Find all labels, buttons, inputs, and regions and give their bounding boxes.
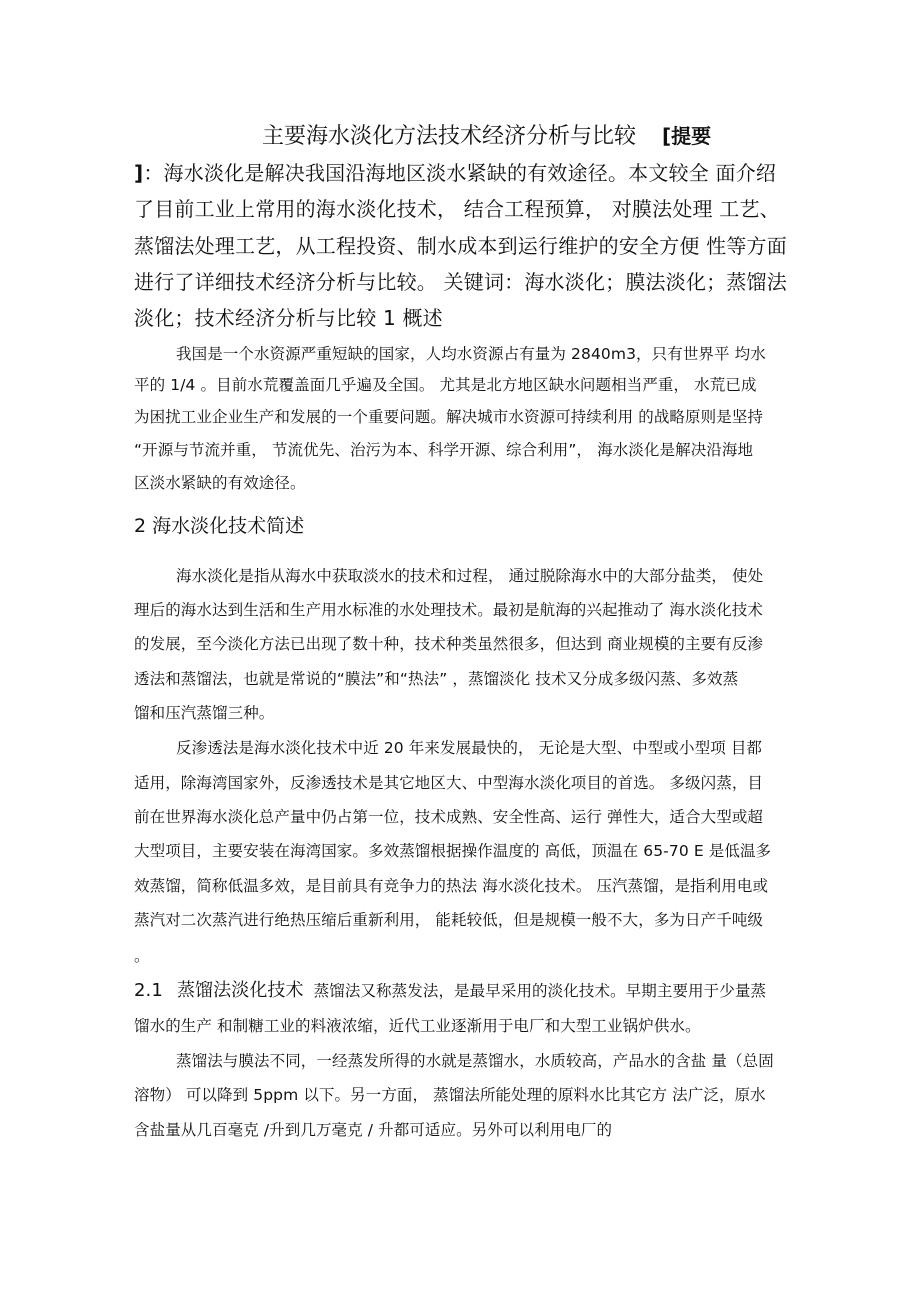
abstract-line: 蒸馏法处理工艺，从工程投资、制水成本到运行维护的安全方便 性等方面 — [134, 234, 787, 258]
paragraph-line: 海水淡化是指从海水中获取淡水的技术和过程， 通过脱除海水中的大部分盐类， 使处 — [176, 567, 764, 585]
paragraph-line: 蒸馏法与膜法不同，一经蒸发所得的水就是蒸馏水，水质较高，产品水的含盐 量（总固 — [176, 1052, 774, 1070]
intro-line: 平的 1/4 。目前水荒覆盖面几乎遍及全国。 尤其是北方地区缺水问题相当严重， 水荒已成 — [134, 376, 757, 394]
subsection-number: 2.1 — [134, 980, 163, 1001]
title-line — [262, 121, 822, 152]
intro-line: “开源与节流并重， 节流优先、治污为本、科学开源、综合利用”， 海水淡化是解决沿海地 — [134, 441, 754, 459]
page-title: 主要海水淡化方法技术经济分析与比较 — [262, 124, 637, 149]
subsection-text: 蒸馏法又称蒸发法，是最早采用的淡化技术。早期主要用于少量蒸 — [313, 982, 767, 1000]
intro-line: 为困扰工业企业生产和发展的一个重要问题。解决城市水资源可持续利用 的战略原则是坚持 — [134, 408, 764, 426]
paragraph-line: 。 — [134, 947, 150, 965]
paragraph-line: 效蒸馏，简称低温多效，是目前具有竞争力的热法 海水淡化技术。 压汽蒸馏，是指利用电或 — [134, 877, 769, 895]
paragraph-line: 适用，除海湾国家外，反渗透技术是其它地区大、中型海水淡化项目的首选。 多级闪蒸，目 — [134, 774, 764, 792]
paragraph-line: 透法和蒸馏法，也就是常说的“膜法”和“热法” ，蒸馏淡化 技术又分成多级闪蒸、多效蒸 — [134, 670, 739, 688]
abstract-line — [134, 158, 799, 188]
abstract-tag-close: ] — [134, 161, 144, 185]
abstract-line: 淡化；技术经济分析与比较 1 概述 — [134, 306, 443, 330]
paragraph-line: 馏水的生产 和制糖工业的料液浓缩，近代工业逐渐用于电厂和大型工业锅炉供水。 — [134, 1017, 701, 1035]
paragraph-line: 大型项目，主要安装在海湾国家。多效蒸馏根据操作温度的 高低，顶温在 65-70 E 是低温多 — [134, 842, 772, 860]
paragraph-line: 前在世界海水淡化总产量中仍占第一位，技术成熟、安全性高、运行 弹性大，适合大型或超 — [134, 808, 764, 826]
paragraph-line: 溶物） 可以降到 5ppm 以下。另一方面， 蒸馏法所能处理的原料水比其它方 法广泛，原水 — [134, 1086, 766, 1104]
abstract-line: 了目前工业上常用的海水淡化技术， 结合工程预算， 对膜法处理 工艺、 — [134, 197, 780, 221]
paragraph-line: 含盐量从几百毫克 /升到几万毫克 / 升都可适应。另外可以利用电厂的 — [134, 1121, 613, 1139]
abstract-tag-open: [提要 — [662, 124, 712, 148]
intro-line: 我国是一个水资源严重短缺的国家，人均水资源占有量为 2840m3，只有世界平 均水 — [176, 345, 766, 363]
paragraph-line: 反渗透法是海水淡化技术中近 20 年来发展最快的， 无论是大型、中型或小型项 目都 — [176, 739, 763, 757]
paragraph-line: 蒸汽对二次蒸汽进行绝热压缩后重新利用， 能耗较低，但是规模一般不大，多为日产千吨级 — [134, 911, 764, 929]
intro-line: 区淡水紧缺的有效途径。 — [134, 474, 306, 492]
section-heading: 2 海水淡化技术简述 — [134, 515, 305, 537]
subsection-title: 蒸馏法淡化技术 — [176, 980, 304, 1001]
abstract-text: ：海水淡化是解决我国沿海地区淡水紧缺的有效途径。本文较全 面介绍 — [143, 161, 777, 185]
paragraph-line: 理后的海水达到生活和生产用水标准的水处理技术。最初是航海的兴起推动了 海水淡化技术 — [134, 601, 764, 619]
paragraph-line: 的发展，至今淡化方法已出现了数十种，技术种类虽然很多，但达到 商业规模的主要有反渗 — [134, 635, 764, 653]
abstract-line: 进行了详细技术经济分析与比较。 关键词：海水淡化；膜法淡化；蒸馏法 — [134, 270, 787, 294]
paragraph-line: 馏和压汽蒸馏三种。 — [134, 704, 275, 722]
subsection-line — [134, 979, 799, 1003]
